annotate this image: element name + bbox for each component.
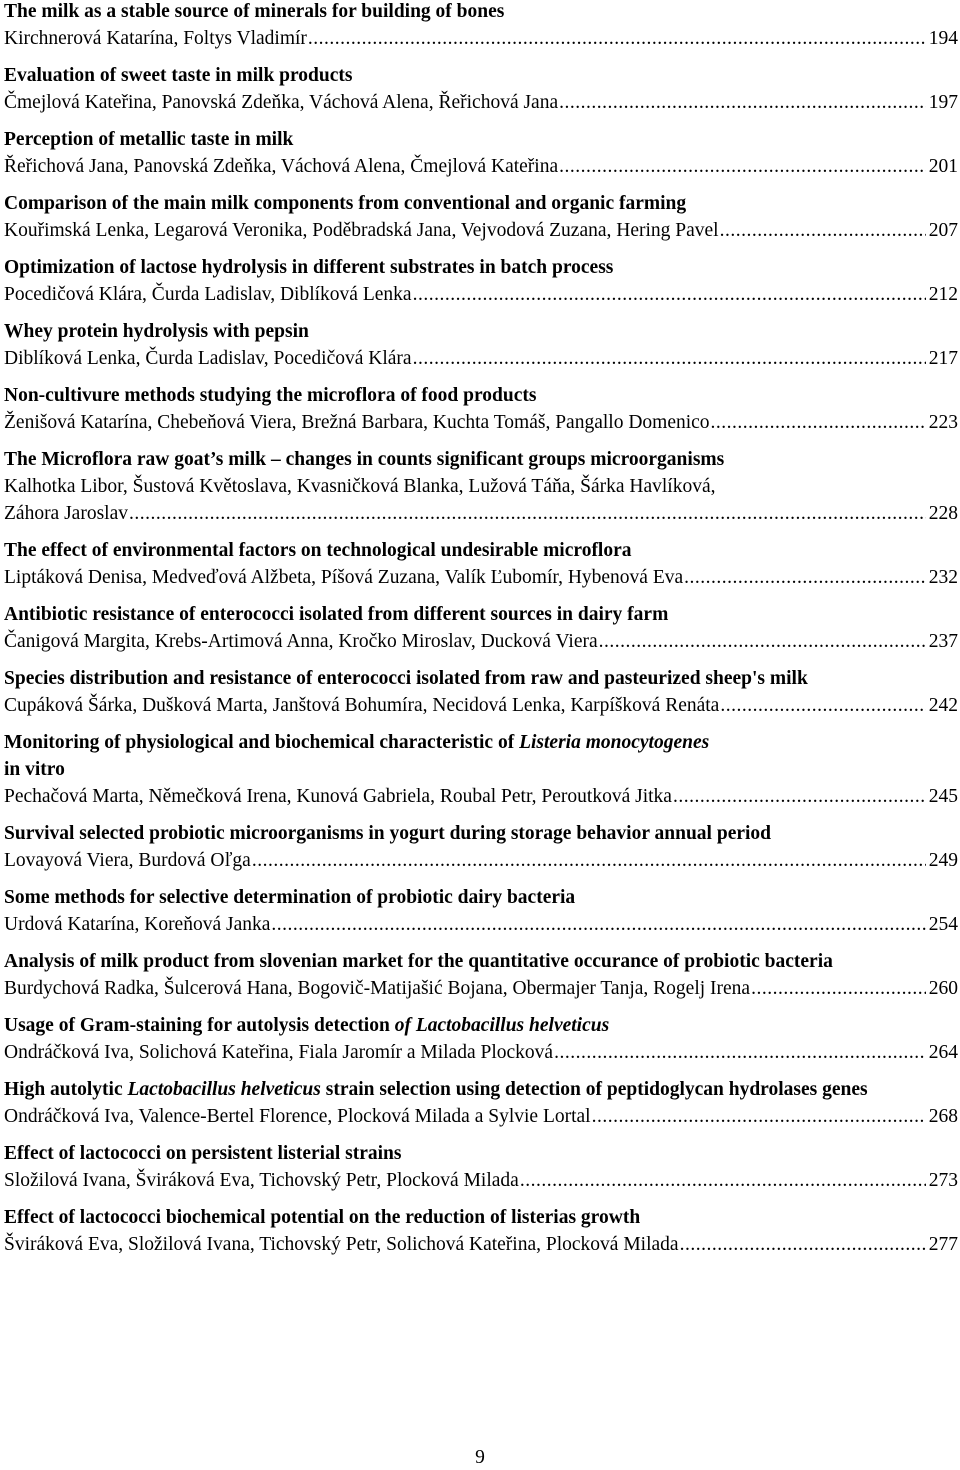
entry-authors: Lovayová Viera, Burdová Oľga <box>4 850 251 871</box>
entry-page-number: 264 <box>928 1042 958 1063</box>
entry-authors-line <box>4 1103 958 1130</box>
entry-authors-line <box>4 1231 958 1258</box>
entry-authors: Čmejlová Kateřina, Panovská Zdeňka, Váchová Alena, Řeřichová Jana <box>4 92 559 113</box>
entry-title: Effect of lactococci biochemical potential on the reduction of listerias growth <box>4 1207 641 1228</box>
toc-entry <box>4 948 958 1002</box>
toc-entry <box>4 884 958 938</box>
entry-title-italic: of Lactobacillus helveticus <box>394 1015 610 1036</box>
dot-leader <box>413 281 926 308</box>
entry-title: Non-cultivure methods studying the microflora of food products <box>4 385 537 406</box>
entry-title: The effect of environmental factors on technological undesirable microflora <box>4 540 632 561</box>
entry-title: Comparison of the main milk components from conventional and organic farming <box>4 193 687 214</box>
entry-authors: Složilová Ivana, Šviráková Eva, Tichovský Petr, Plocková Milada <box>4 1170 519 1191</box>
entry-title: Effect of lactococci on persistent listerial strains <box>4 1143 402 1164</box>
dot-leader <box>592 1103 926 1130</box>
entry-page-number: 232 <box>928 567 958 588</box>
entry-page-number: 273 <box>928 1170 958 1191</box>
entry-title: Antibiotic resistance of enterococci isolated from different sources in dairy farm <box>4 604 669 625</box>
entry-authors: Ondráčková Iva, Valence-Bertel Florence, Plocková Milada a Sylvie Lortal <box>4 1106 591 1127</box>
entry-authors: Kirchnerová Katarína, Foltys Vladimír <box>4 28 307 49</box>
toc-entry <box>4 1140 958 1194</box>
entry-authors-line <box>4 975 958 1002</box>
entry-page-number: 207 <box>928 220 958 241</box>
entry-authors: Pechačová Marta, Němečková Irena, Kunová Gabriela, Roubal Petr, Peroutková Jitka <box>4 786 672 807</box>
dot-leader <box>554 1039 926 1066</box>
entry-authors: Čanigová Margita, Krebs-Artimová Anna, Kročko Miroslav, Ducková Viera <box>4 631 598 652</box>
entry-title: Evaluation of sweet taste in milk products <box>4 65 353 86</box>
entry-authors: Liptáková Denisa, Medveďová Alžbeta, Píšová Zuzana, Valík Ľubomír, Hybenová Eva <box>4 567 684 588</box>
entry-page-number: 277 <box>928 1234 958 1255</box>
toc-entry <box>4 601 958 655</box>
entry-authors: Řeřichová Jana, Panovská Zdeňka, Váchová Alena, Čmejlová Kateřina <box>4 156 559 177</box>
entry-authors-line <box>4 628 958 655</box>
entry-page-number: 268 <box>928 1106 958 1127</box>
entry-title: Optimization of lactose hydrolysis in different substrates in batch process <box>4 257 614 278</box>
toc-entry <box>4 1076 958 1130</box>
entry-authors-line <box>4 783 958 810</box>
dot-leader <box>559 153 926 180</box>
entry-title: The Microflora raw goat’s milk – changes in counts significant groups microorganisms <box>4 449 725 470</box>
entry-page-number: 228 <box>928 503 958 524</box>
toc-entry <box>4 1204 958 1258</box>
toc-entry <box>4 190 958 244</box>
toc-entry <box>4 1012 958 1066</box>
dot-leader <box>751 975 926 1002</box>
entry-title: High autolytic Lactobacillus helveticus strain selection using detection of peptidoglycan hydrolases genes <box>4 1079 868 1100</box>
dot-leader <box>413 345 926 372</box>
entry-authors-line <box>4 281 958 308</box>
toc-entry <box>4 254 958 308</box>
dot-leader <box>720 692 925 719</box>
entry-authors-line <box>4 409 958 436</box>
toc-entry <box>4 729 958 810</box>
dot-leader <box>520 1167 926 1194</box>
entry-title: Analysis of milk product from slovenian market for the quantitative occurance of probiotic bacteria <box>4 951 833 972</box>
toc-entry <box>4 62 958 116</box>
entry-authors-line <box>4 89 958 116</box>
entry-title: Survival selected probiotic microorganisms in yogurt during storage behavior annual period <box>4 823 772 844</box>
entry-authors: Urdová Katarína, Koreňová Janka <box>4 914 271 935</box>
entry-authors-line <box>4 911 958 938</box>
entry-page-number: 194 <box>928 28 958 49</box>
dot-leader <box>684 564 926 591</box>
entry-title: Some methods for selective determination of probiotic dairy bacteria <box>4 887 576 908</box>
toc-entry <box>4 318 958 372</box>
entry-title-italic: Lactobacillus helveticus <box>127 1079 321 1100</box>
dot-leader <box>711 409 926 436</box>
entry-title: Whey protein hydrolysis with pepsin <box>4 321 309 342</box>
entry-page-number: 223 <box>928 412 958 433</box>
toc-entry <box>4 537 958 591</box>
entry-authors-line <box>4 1167 958 1194</box>
entry-authors: Burdychová Radka, Šulcerová Hana, Bogovič-Matijašić Bojana, Obermajer Tanja, Rogelj Irena <box>4 978 751 999</box>
entry-page-number: 245 <box>928 786 958 807</box>
toc-entry <box>4 382 958 436</box>
entry-page-number: 217 <box>928 348 958 369</box>
entry-page-number: 201 <box>928 156 958 177</box>
dot-leader <box>271 911 925 938</box>
entry-authors: Pocedičová Klára, Čurda Ladislav, Diblíková Lenka <box>4 284 412 305</box>
dot-leader <box>308 25 926 52</box>
entry-page-number: 254 <box>928 914 958 935</box>
toc-entry <box>4 446 958 527</box>
entry-title-italic: Listeria monocytogenes <box>519 732 710 753</box>
entry-authors-line <box>4 345 958 372</box>
entry-page-number: 197 <box>928 92 958 113</box>
page-number: 9 <box>475 1447 485 1468</box>
entry-authors: Cupáková Šárka, Dušková Marta, Janštová Bohumíra, Necidová Lenka, Karpíšková Renáta <box>4 695 720 716</box>
entry-title: Usage of Gram-staining for autolysis detection of Lactobacillus helveticus <box>4 1015 610 1036</box>
entry-title: Monitoring of physiological and biochemical characteristic of Listeria monocytogenes in vitro <box>4 732 710 780</box>
entry-authors-line <box>4 847 958 874</box>
entry-authors-line <box>4 153 958 180</box>
toc-entry <box>4 820 958 874</box>
entry-page-number: 260 <box>928 978 958 999</box>
dot-leader <box>673 783 926 810</box>
entry-title: The milk as a stable source of minerals for building of bones <box>4 1 505 22</box>
entry-title: Perception of metallic taste in milk <box>4 129 294 150</box>
entry-page-number: 242 <box>928 695 958 716</box>
entry-authors-first-line: Kalhotka Libor, Šustová Květoslava, Kvasničková Blanka, Lužová Táňa, Šárka Havlíková, <box>4 476 716 497</box>
entry-authors: Ženišová Katarína, Chebeňová Viera, Brežná Barbara, Kuchta Tomáš, Pangallo Domenico <box>4 412 710 433</box>
entry-page-number: 249 <box>928 850 958 871</box>
entry-authors: Šviráková Eva, Složilová Ivana, Tichovský Petr, Solichová Kateřina, Plocková Milada <box>4 1234 679 1255</box>
dot-leader <box>252 847 926 874</box>
entry-page-number: 237 <box>928 631 958 652</box>
entry-page-number: 212 <box>928 284 958 305</box>
toc-entry <box>4 0 958 52</box>
entry-authors-line <box>4 25 958 52</box>
dot-leader <box>559 89 926 116</box>
entry-authors-line <box>4 217 958 244</box>
entry-authors-line <box>4 564 958 591</box>
entry-authors-line <box>4 692 958 719</box>
table-of-contents <box>4 0 958 1258</box>
entry-title: Species distribution and resistance of enterococci isolated from raw and pasteurized sheep's milk <box>4 668 808 689</box>
dot-leader <box>680 1231 926 1258</box>
entry-authors: Ondráčková Iva, Solichová Kateřina, Fiala Jaromír a Milada Plocková <box>4 1042 554 1063</box>
entry-authors: Diblíková Lenka, Čurda Ladislav, Pocedičová Klára <box>4 348 412 369</box>
dot-leader <box>720 217 926 244</box>
dot-leader <box>599 628 926 655</box>
entry-authors: Záhora Jaroslav <box>4 503 128 524</box>
toc-entry <box>4 665 958 719</box>
toc-entry <box>4 126 958 180</box>
entry-authors-line <box>4 1039 958 1066</box>
entry-authors-line <box>4 500 958 527</box>
entry-authors: Kouřimská Lenka, Legarová Veronika, Poděbradská Jana, Vejvodová Zuzana, Hering Pavel <box>4 220 719 241</box>
dot-leader <box>129 500 926 527</box>
